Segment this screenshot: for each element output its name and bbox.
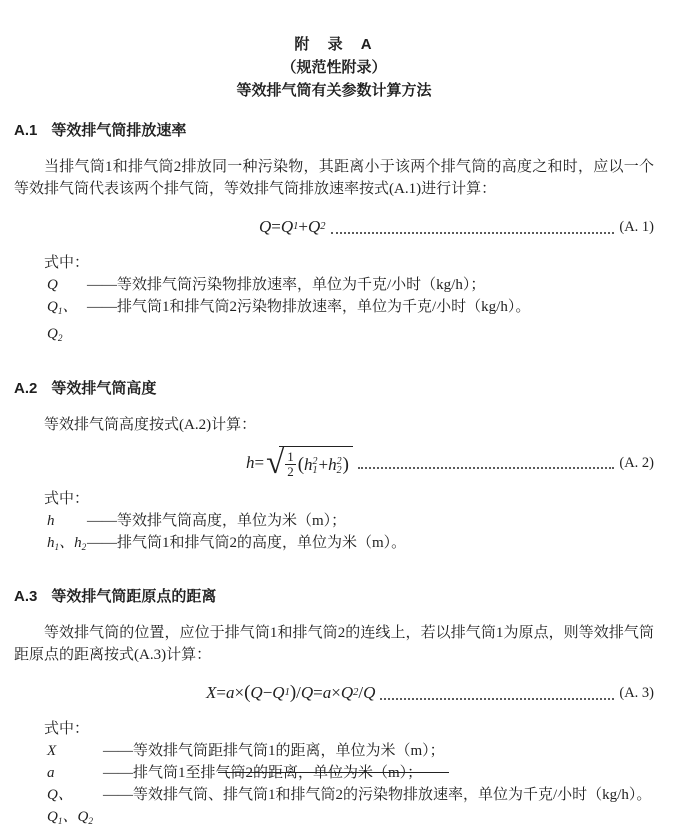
definition-row [47, 762, 654, 784]
definition-row [47, 532, 654, 559]
equation-label-a3: (A. 3) [619, 685, 654, 702]
definitions-a1 [14, 274, 654, 350]
equation-row-a1 [14, 210, 654, 244]
definition-text: 等效排气筒污染物排放速率，单位为千克/小时（kg/h）； [117, 277, 486, 293]
appendix-type: （规范性附录） [281, 59, 387, 76]
appendix-title: 附 录 A [294, 36, 374, 53]
definition-symbol: Q、$Q_1$、$Q_2$ [47, 787, 94, 828]
definition-dash: —— [87, 299, 117, 315]
paragraph-a1: 当排气筒1和排气筒2排放同一种污染物，其距离小于该两个排气筒的高度之和时，应以一个等效排气筒代表该两个排气筒，等效排气筒排放速率按式(A.1)进行计算： [14, 159, 654, 197]
where-label: 式中： [44, 490, 90, 507]
appendix-subject: 等效排气筒有关参数计算方法 [236, 82, 432, 99]
definition-dash: —— [103, 743, 133, 760]
section-heading-a2 [14, 378, 654, 400]
definition-row [47, 274, 654, 296]
equation-label-a2: (A. 2) [619, 454, 654, 471]
dot-leader [331, 231, 615, 234]
definitions-a2 [14, 510, 654, 559]
definition-text: 等效排气筒、排气筒1和排气筒2的污染物排放速率，单位为千克/小时（kg/h）。 [133, 787, 652, 804]
definition-text: 等效排气筒距排气筒1的距离，单位为米（m）； [133, 743, 445, 760]
definition-symbol: h [47, 512, 55, 529]
section-heading-a3 [14, 586, 654, 608]
section-number: A.1 [14, 122, 38, 139]
definition-dash: —— [103, 787, 133, 804]
dot-leader [358, 466, 614, 469]
definition-dash: —— [87, 512, 117, 529]
dot-leader [380, 697, 614, 700]
paragraph-a3: 等效排气筒的位置，应位于排气筒1和排气筒2的连线上，若以排气筒1为原点，则等效排气筒距原点的距离按式(A.3)计算： [14, 625, 654, 664]
definition-row [47, 296, 654, 350]
definition-symbol: a [47, 765, 55, 782]
definition-dash: —— [103, 765, 133, 782]
equation-label-a1: (A. 1) [619, 219, 654, 235]
title-block [14, 33, 654, 102]
definition-text: 排气筒1和排气筒2的高度，单位为米（m）。 [117, 534, 407, 551]
definition-symbol: $Q_1$、$Q_2$ [47, 299, 78, 344]
where-label: 式中： [44, 255, 90, 271]
definition-row [47, 784, 654, 833]
definition-symbol: Q [47, 277, 58, 293]
section-title: 等效排气筒高度 [51, 379, 157, 397]
definition-symbol: $h_1$、$h_2$ [47, 534, 87, 553]
section-number: A.3 [14, 588, 38, 606]
formula-a2: h = √ $\frac{1}{2}$ ( h 2 1 + h 2 2 ) [246, 446, 353, 479]
definition-text: 排气筒1至排气筒2的距离，单位为米（m）； [133, 765, 423, 782]
definition-dash: —— [87, 534, 117, 551]
section-number: A.2 [14, 379, 38, 397]
definition-row [47, 740, 654, 762]
section-heading-a1 [14, 120, 654, 142]
section-title: 等效排气筒排放速率 [51, 122, 187, 139]
section-title: 等效排气筒距原点的距离 [51, 588, 217, 606]
definitions-a3 [14, 740, 654, 833]
end-of-document-rule [218, 772, 449, 773]
formula-a3: X = a × ( Q − Q 1 ) / Q = a × Q 2 / Q [206, 682, 376, 704]
equation-row-a3 [14, 676, 654, 710]
definition-text: 排气筒1和排气筒2污染物排放速率，单位为千克/小时（kg/h）。 [117, 299, 531, 315]
formula-a1: Q = Q 1 + Q 2 [259, 217, 326, 236]
where-label: 式中： [44, 721, 90, 738]
definition-symbol: X [47, 743, 57, 760]
paragraph-a2: 等效排气筒高度按式(A.2)计算： [44, 416, 257, 433]
equation-row-a2 [14, 446, 654, 480]
definition-text: 等效排气筒高度，单位为米（m）； [117, 512, 347, 529]
definition-row [47, 510, 654, 532]
definition-dash: —— [87, 277, 117, 293]
